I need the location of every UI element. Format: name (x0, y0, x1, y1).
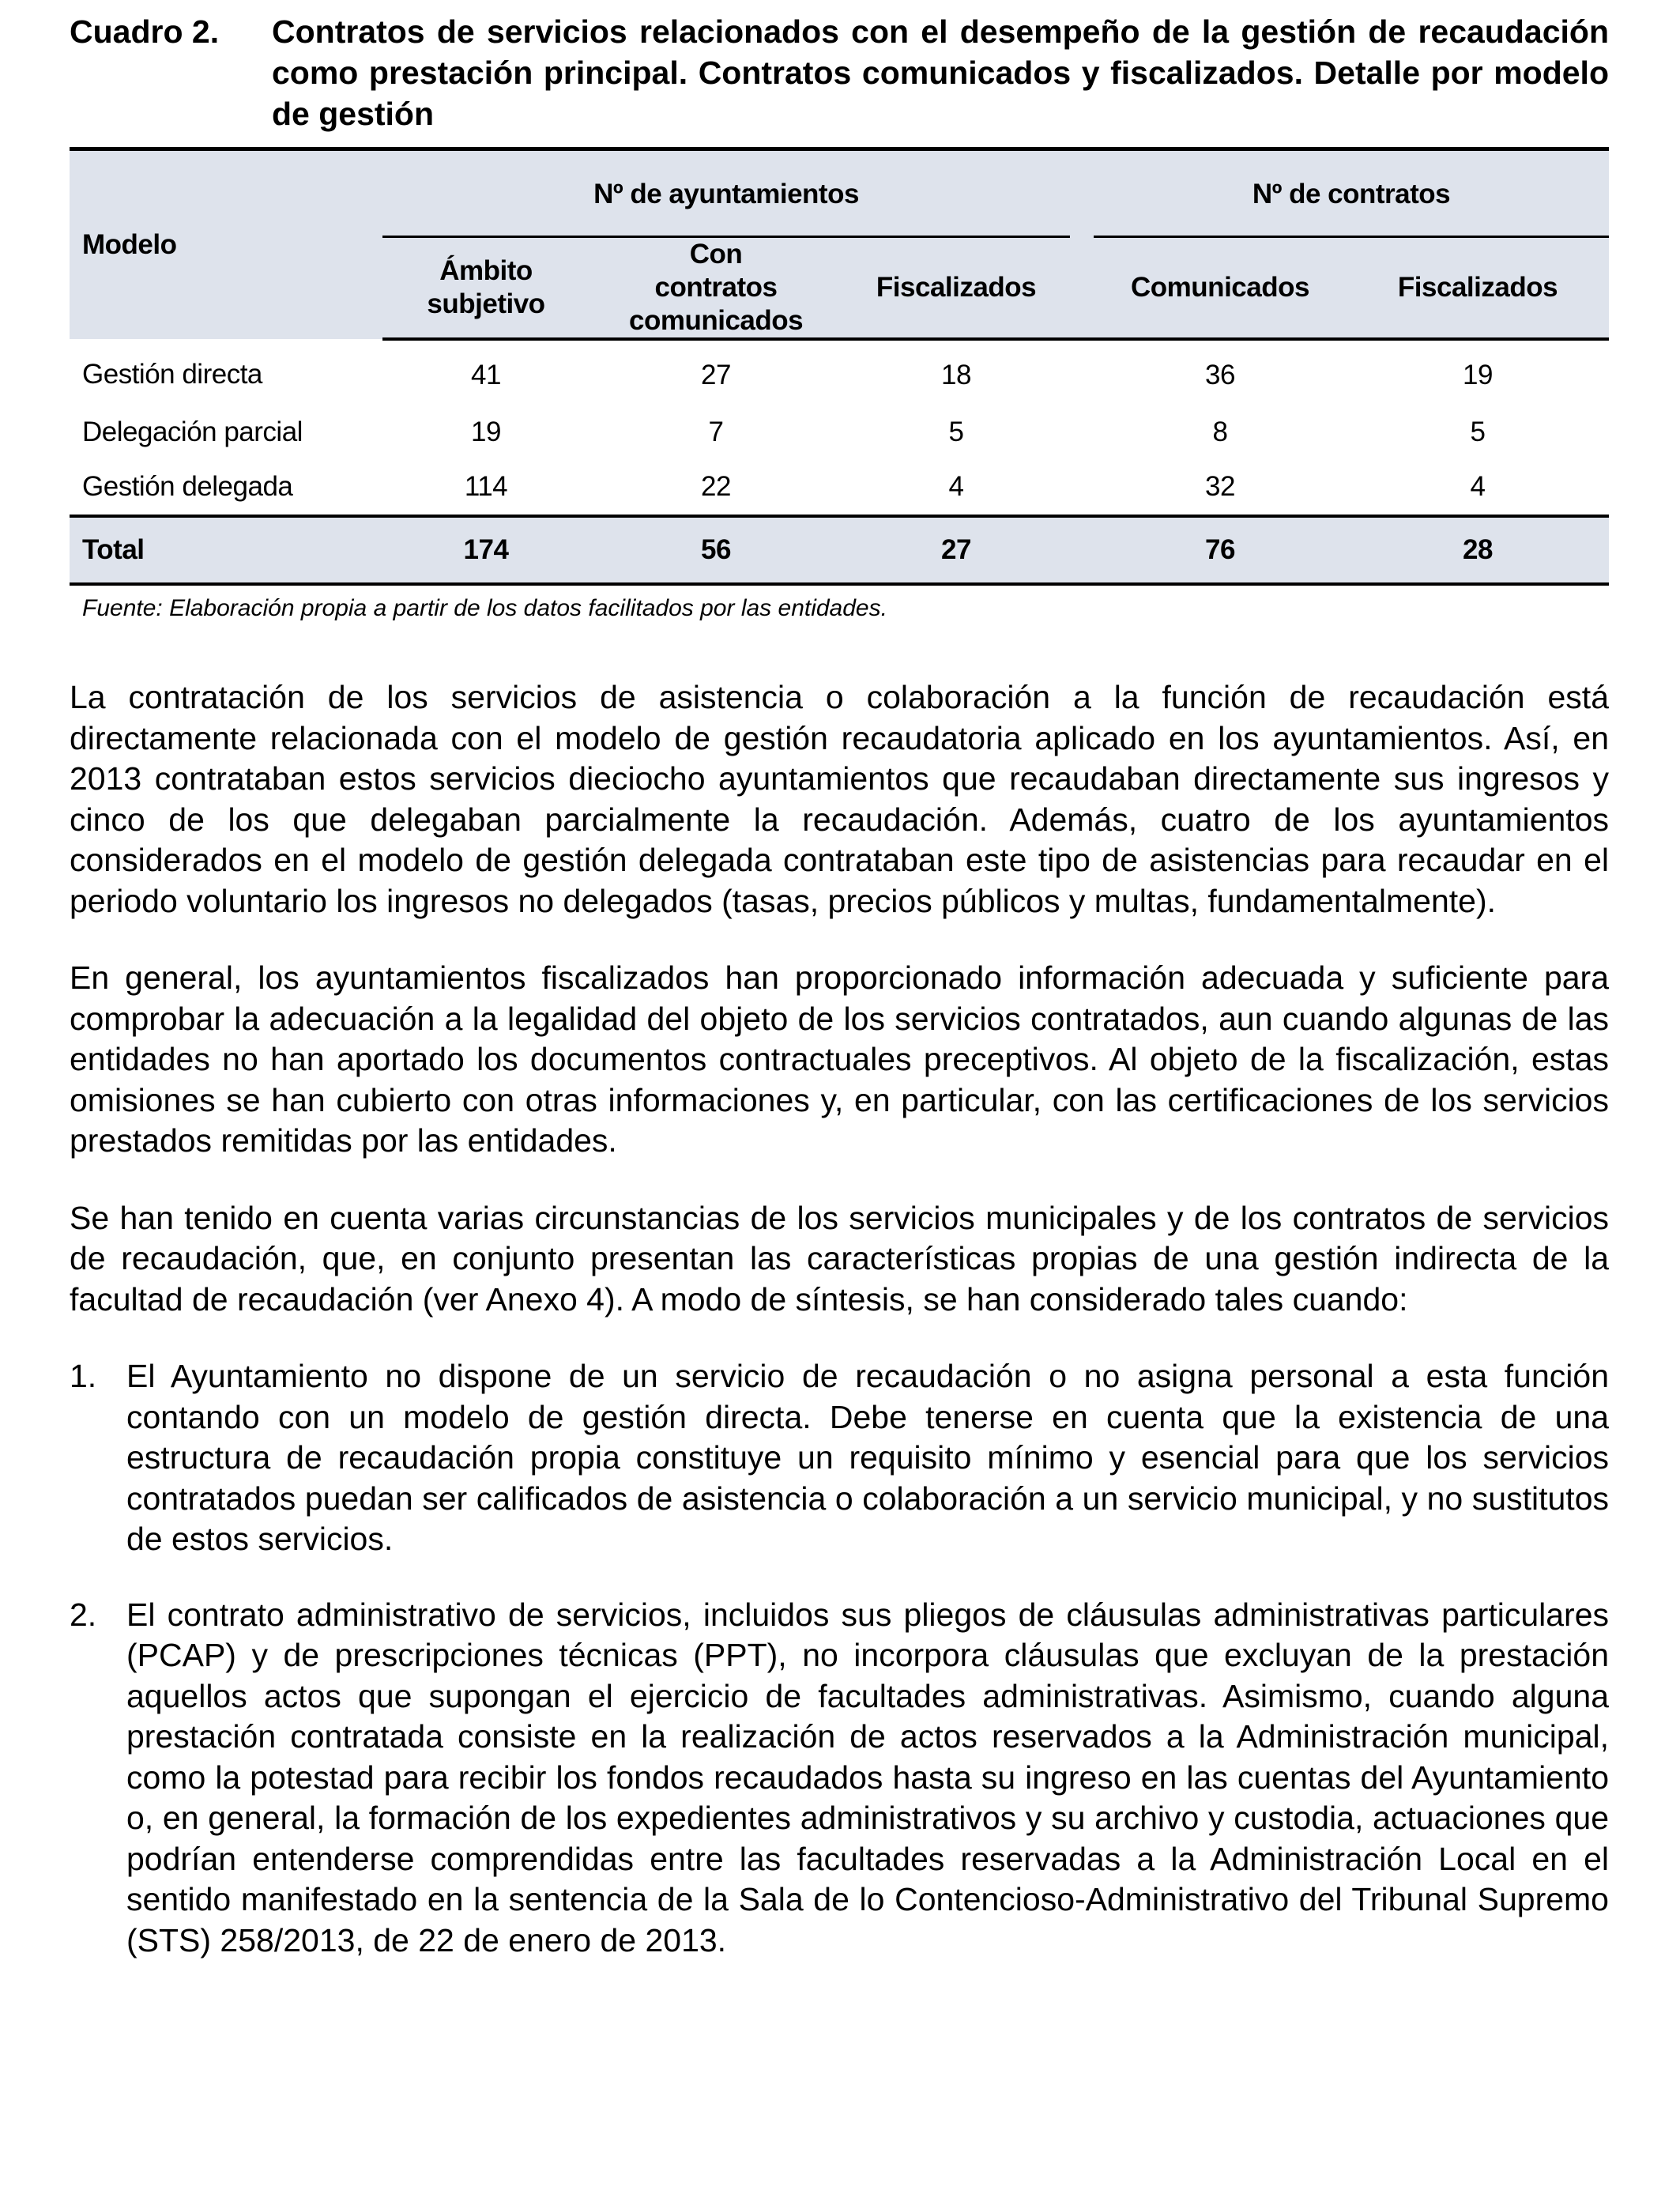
group-underline (382, 236, 1070, 238)
table-row (70, 405, 1609, 459)
cell-con-contratos: 27 (701, 360, 731, 390)
cell-ambito: 114 (464, 471, 508, 502)
body-paragraph: En general, los ayuntamientos fiscalizados han proporcionado información adecuada y suficiente para comprobar la adecuación a la legalidad del objeto de los servicios contratados, aun cuando algunas de las entidades no han aportado los documentos contractuales preceptivos. Al objeto de la fiscalización, estas omisiones se han cubierto con otras informaciones y, en particular, con las certificaciones de los servicios prestados remitidas por las entidades. (70, 959, 1609, 1159)
document-page (70, 11, 1609, 1961)
list-item-text: El contrato administrativo de servicios, incluidos sus pliegos de cláusulas administrativas particulares (PCAP) y de prescripciones técnicas (PPT), no incorpora cláusulas que excluyan de la prestación aquellos actos que supongan el ejercicio de facultades administrativas. Asimismo, cuando alguna prestación contratada consiste en la realización de actos reservados a la Administración municipal, como la potestad para recibir los fondos recaudados hasta su ingreso en las cuentas del Ayuntamiento o, en general, la formación de los expedientes administrativos y su archivo y custodia, actuaciones que podrían entenderse comprendidas entre las facultades reservadas a la Administración Local en el sentido manifestado en la sentencia de la Sala de lo Contencioso-Administrativo del Tribunal Supremo (STS) 258/2013, de 22 de enero de 2013. (126, 1596, 1609, 1958)
data-table-wrapper (70, 147, 1609, 622)
caption-label: Cuadro 2. (70, 13, 220, 50)
cell-fiscalizados-ct: 5 (1470, 417, 1486, 447)
cell-total-con-contratos: 56 (590, 516, 842, 584)
cell-con-contratos: 22 (701, 471, 731, 502)
table-total-row (70, 516, 1609, 584)
list-item-text: El Ayuntamiento no dispone de un servicio de recaudación o no asigna personal a esta función contando con un modelo de gestión directa. Debe tenerse en cuenta que la existencia de una estructura de recaudación propia constituye un requisito mínimo y esencial para que los servicios contratados puedan ser calificados de asistencia o colaboración a un servicio municipal, y no sustitutos de estos servicios. (126, 1358, 1609, 1557)
header-group-contratos (1094, 149, 1609, 239)
cell-fiscalizados-ct: 19 (1463, 360, 1493, 390)
list-item (70, 1356, 1609, 1560)
header-fiscalizados-ayuntamientos: Fiscalizados (842, 238, 1070, 339)
cell-total-fiscalizados-ay: 27 (842, 516, 1070, 584)
header-comunicados: Comunicados (1094, 238, 1347, 339)
header-con-contratos: Con contratos comunicados (590, 238, 842, 339)
cell-total-ambito: 174 (382, 516, 590, 584)
cell-fiscalizados-ay: 18 (941, 360, 971, 390)
header-group-ayuntamientos-label: Nº de ayuntamientos (593, 179, 859, 209)
cell-modelo: Gestión directa (82, 359, 262, 390)
cell-total-label: Total (70, 516, 382, 584)
numbered-list (70, 1356, 1609, 1961)
table-caption (70, 11, 1609, 134)
list-item-number: 1. (70, 1358, 97, 1394)
cell-ambito: 41 (471, 360, 501, 390)
list-item (70, 1595, 1609, 1962)
cell-total-fiscalizados-ct: 28 (1347, 516, 1609, 584)
cell-fiscalizados-ct: 4 (1470, 471, 1486, 502)
cell-comunicados: 32 (1205, 471, 1235, 502)
list-item-number: 2. (70, 1596, 97, 1633)
cell-fiscalizados-ay: 5 (948, 417, 964, 447)
cell-comunicados: 8 (1212, 417, 1228, 447)
body-paragraph: Se han tenido en cuenta varias circunstancias de los servicios municipales y de los contratos de servicios de recaudación, que, en conjunto presentan las características propias de una gestión indirecta de la facultad de recaudación (ver Anexo 4). A modo de síntesis, se han considerado tales cuando: (70, 1199, 1609, 1318)
cell-modelo: Gestión delegada (82, 471, 293, 502)
body-paragraph: La contratación de los servicios de asistencia o colaboración a la función de recaudación está directamente relacionada con el modelo de gestión recaudatoria aplicado en los ayuntamientos. Así, en 2013 contrataban estos servicios dieciocho ayuntamientos que recaudaban directamente sus ingresos y cinco de los que delegaban parcialmente la recaudación. Además, cuatro de los ayuntamientos considerados en el modelo de gestión delegada contrataban este tipo de asistencias para recaudar en el periodo voluntario los ingresos no delegados (tasas, precios públicos y multas, fundamentalmente). (70, 679, 1609, 919)
table-source-note: Fuente: Elaboración propia a partir de los datos facilitados por las entidades. (82, 595, 887, 621)
cell-comunicados: 36 (1205, 360, 1235, 390)
cell-con-contratos: 7 (708, 417, 724, 447)
caption-title: Contratos de servicios relacionados con el desempeño de la gestión de recaudación como prestación principal. Contratos comunicados y fiscalizados. Detalle por modelo de gestión (272, 13, 1609, 132)
cell-fiscalizados-ay: 4 (948, 471, 964, 502)
cell-ambito: 19 (471, 417, 501, 447)
header-modelo: Modelo (70, 149, 382, 340)
cell-modelo: Delegación parcial (82, 417, 303, 447)
header-fiscalizados-contratos: Fiscalizados (1347, 238, 1609, 339)
header-group-contratos-label: Nº de contratos (1252, 179, 1451, 209)
group-underline (1094, 236, 1609, 238)
header-ambito: Ámbito subjetivo (382, 238, 590, 339)
data-table (70, 147, 1609, 586)
table-row (70, 339, 1609, 405)
cell-total-comunicados: 76 (1094, 516, 1347, 584)
header-group-ayuntamientos (382, 149, 1070, 239)
table-row (70, 459, 1609, 516)
